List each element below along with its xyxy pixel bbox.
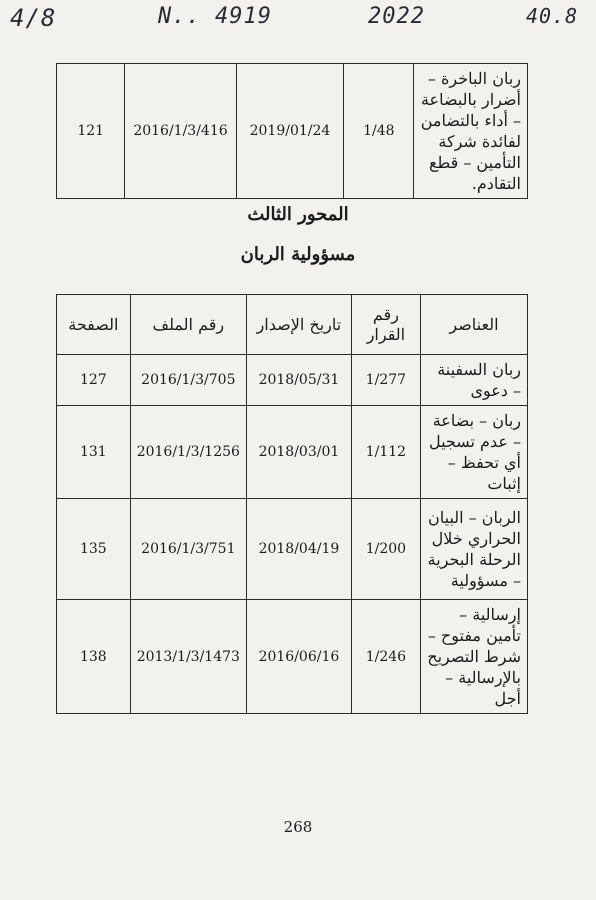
table-row: [57, 355, 528, 406]
cell-element: إرسالية – تأمين مفتوح – شرط التصريح بالإرسالية – أجل: [420, 600, 527, 714]
header-decision: رقم القرار: [351, 295, 420, 355]
cell-page: 131: [57, 406, 131, 499]
page-number: 268: [283, 818, 313, 836]
cell-file: 2016/1/3/751: [130, 499, 246, 600]
cell-date: 2016/06/16: [246, 600, 351, 714]
cell-file: 2016/1/3/1256: [130, 406, 246, 499]
cell-file: 2016/1/3/705: [130, 355, 246, 406]
cell-page: 121: [57, 64, 125, 199]
header-date: تاريخ الإصدار: [246, 295, 351, 355]
header-file: رقم الملف: [130, 295, 246, 355]
cell-decision: 1/48: [344, 64, 414, 199]
cell-date: 2018/03/01: [246, 406, 351, 499]
table-row: [57, 406, 528, 499]
cell-element: ربان الباخرة – أضرار بالبضاعة – أداء بالتضامن لفائدة شركة التأمين – قطع التقادم.: [414, 64, 528, 199]
decisions-table: [56, 294, 528, 714]
cell-page: 138: [57, 600, 131, 714]
handwritten-year: 2022: [368, 4, 425, 29]
header-page: الصفحة: [57, 295, 131, 355]
cell-file: 2016/1/3/416: [125, 64, 236, 199]
cell-file: 2013/1/3/1473: [130, 600, 246, 714]
section-title: مسؤولية الربان: [240, 244, 356, 265]
cell-date: 2018/04/19: [246, 499, 351, 600]
cell-decision: 1/200: [351, 499, 420, 600]
table-row: [57, 600, 528, 714]
handwritten-fraction: 4/8: [10, 4, 57, 32]
handwritten-number: N.. 4919: [158, 4, 272, 29]
cell-element: الربان – البيان الحراري خلال الرحلة البحرية – مسؤولية: [420, 499, 527, 600]
axis-heading: المحور الثالث: [247, 204, 349, 225]
cell-element: ربان – بضاعة – عدم تسجيل أي تحفظ – إثبات: [420, 406, 527, 499]
table-header-row: [57, 295, 528, 355]
top-table: [56, 63, 528, 199]
cell-decision: 1/277: [351, 355, 420, 406]
cell-date: 2019/01/24: [236, 64, 344, 199]
header-element: العناصر: [420, 295, 527, 355]
cell-element: ربان السفينة – دعوى: [420, 355, 527, 406]
cell-decision: 1/112: [351, 406, 420, 499]
cell-date: 2018/05/31: [246, 355, 351, 406]
handwritten-code: 40.8: [526, 4, 579, 28]
table-row: [57, 499, 528, 600]
cell-decision: 1/246: [351, 600, 420, 714]
cell-page: 127: [57, 355, 131, 406]
cell-page: 135: [57, 499, 131, 600]
table-row: [57, 64, 528, 199]
